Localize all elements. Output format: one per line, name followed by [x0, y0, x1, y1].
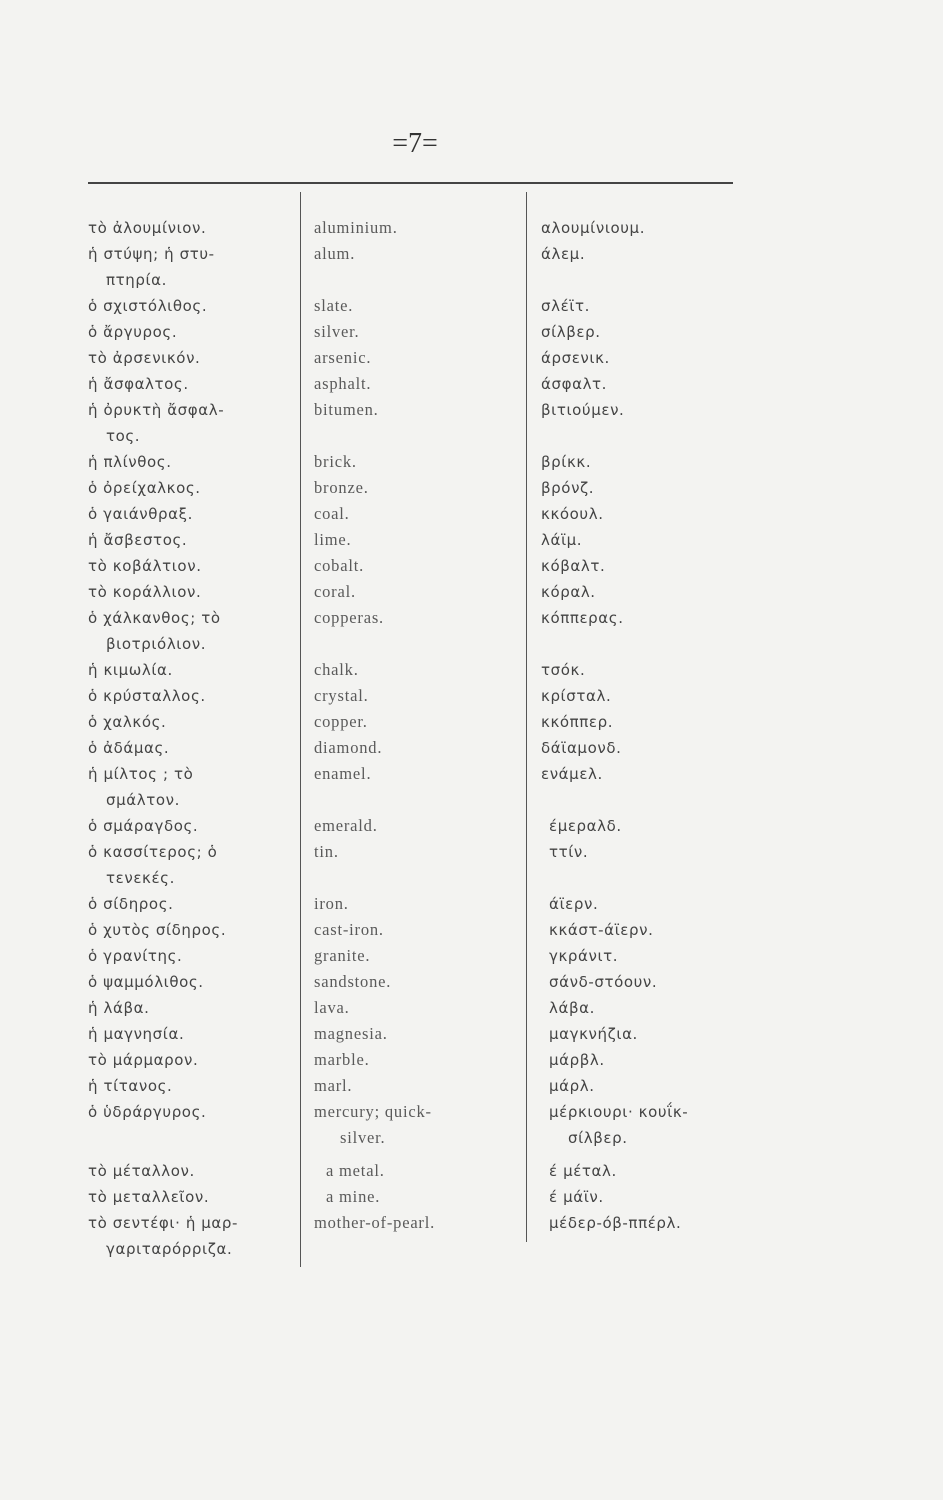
- greek-line: ἡ μίλτος ; τὸ: [88, 765, 194, 783]
- greek-line: ἡ μαγνησία.: [88, 1025, 185, 1043]
- translit-line: κρίσταλ.: [541, 687, 612, 705]
- greek-line: ἡ ἄσφαλτος.: [88, 375, 189, 393]
- greek-line: ἡ λάβα.: [88, 999, 150, 1017]
- greek-line: ὁ σμάραγδος.: [88, 817, 199, 835]
- english-line: enamel.: [314, 764, 372, 783]
- translit-line: σάνδ-στόουν.: [549, 973, 658, 991]
- english-line: chalk.: [314, 660, 359, 679]
- english-line: silver.: [340, 1128, 386, 1147]
- english-line: sandstone.: [314, 972, 392, 991]
- greek-line: ὁ κασσίτερος; ὁ: [88, 843, 218, 861]
- greek-line: ἡ ὀρυκτὴ ἄσφαλ-: [88, 401, 225, 419]
- english-line: iron.: [314, 894, 349, 913]
- greek-line: ὁ σχιστόλιθος.: [88, 297, 208, 315]
- english-line: a mine.: [326, 1187, 381, 1206]
- translit-line: αλουμίνιουμ.: [541, 219, 646, 237]
- greek-line: γαριταρόρριζα.: [106, 1240, 233, 1258]
- translit-line: κόραλ.: [541, 583, 596, 601]
- english-line: marble.: [314, 1050, 370, 1069]
- english-line: silver.: [314, 322, 360, 341]
- translit-line: σίλβερ.: [568, 1129, 628, 1147]
- translit-line: βιτιούμεν.: [541, 401, 625, 419]
- english-line: magnesia.: [314, 1024, 388, 1043]
- translit-line: σίλβερ.: [541, 323, 601, 341]
- greek-line: ὁ γρανίτης.: [88, 947, 183, 965]
- column-divider-right: [526, 192, 527, 1242]
- translit-line: έμεραλδ.: [549, 817, 622, 835]
- translit-line: άσφαλτ.: [541, 375, 608, 393]
- greek-line: ὁ κρύσταλλος.: [88, 687, 206, 705]
- english-line: granite.: [314, 946, 371, 965]
- greek-line: ἡ πλίνθος.: [88, 453, 172, 471]
- translit-line: άρσενικ.: [541, 349, 610, 367]
- header-rule: [88, 182, 733, 184]
- translit-line: μέδερ-όβ-ππέρλ.: [549, 1214, 682, 1232]
- english-line: bronze.: [314, 478, 369, 497]
- greek-line: τὸ ἀρσενικόν.: [88, 349, 201, 367]
- translit-line: άϊερν.: [549, 895, 599, 913]
- greek-line: ἡ στύψη; ἡ στυ-: [88, 245, 215, 263]
- english-line: lava.: [314, 998, 350, 1017]
- translit-line: κόβαλτ.: [541, 557, 606, 575]
- english-line: copperas.: [314, 608, 384, 627]
- english-line: brick.: [314, 452, 357, 471]
- translit-line: μαγκνήζια.: [549, 1025, 638, 1043]
- english-line: coal.: [314, 504, 350, 523]
- translit-line: λάϊμ.: [541, 531, 583, 549]
- english-line: bitumen.: [314, 400, 379, 419]
- english-line: marl.: [314, 1076, 353, 1095]
- translit-line: σλέϊτ.: [541, 297, 590, 315]
- greek-line: τενεκές.: [106, 869, 175, 887]
- translit-line: μέρκιουρι· κουΐκ-: [549, 1103, 689, 1121]
- greek-line: ὁ χάλκανθος; τὸ: [88, 609, 221, 627]
- english-line: copper.: [314, 712, 368, 731]
- greek-line: ὁ ἀδάμας.: [88, 739, 170, 757]
- greek-line: ὁ σίδηρος.: [88, 895, 174, 913]
- english-line: lime.: [314, 530, 352, 549]
- greek-line: τὸ κοράλλιον.: [88, 583, 202, 601]
- greek-line: ὁ ὀρείχαλκος.: [88, 479, 201, 497]
- english-line: emerald.: [314, 816, 378, 835]
- translit-line: κόππερας.: [541, 609, 624, 627]
- greek-line: ὁ χαλκός.: [88, 713, 167, 731]
- greek-line: ἡ τίτανος.: [88, 1077, 173, 1095]
- english-line: cobalt.: [314, 556, 365, 575]
- greek-line: ὁ ἄργυρος.: [88, 323, 178, 341]
- english-line: coral.: [314, 582, 356, 601]
- english-line: tin.: [314, 842, 339, 861]
- english-line: asphalt.: [314, 374, 372, 393]
- translit-line: άλεμ.: [541, 245, 586, 263]
- english-line: alum.: [314, 244, 356, 263]
- greek-line: τὸ μάρμαρον.: [88, 1051, 199, 1069]
- greek-line: τος.: [106, 427, 141, 445]
- greek-line: ἡ ἄσβεστος.: [88, 531, 188, 549]
- english-line: mother-of-pearl.: [314, 1213, 436, 1232]
- translit-line: κκόππερ.: [541, 713, 614, 731]
- greek-line: βιοτριόλιον.: [106, 635, 207, 653]
- greek-line: τὸ σεντέφι· ἡ μαρ-: [88, 1214, 239, 1232]
- greek-line: ὁ χυτὸς σίδηρος.: [88, 921, 227, 939]
- english-line: a metal.: [326, 1161, 385, 1180]
- translit-line: δάϊαμονδ.: [541, 739, 622, 757]
- translit-line: γκράνιτ.: [549, 947, 619, 965]
- translit-line: έ μέταλ.: [549, 1162, 617, 1180]
- page-number: =7=: [392, 128, 438, 159]
- english-line: slate.: [314, 296, 354, 315]
- greek-line: σμάλτον.: [106, 791, 180, 809]
- translit-line: μάρλ.: [549, 1077, 595, 1095]
- greek-line: ὁ ψαμμόλιθος.: [88, 973, 204, 991]
- greek-line: τὸ κοβάλτιον.: [88, 557, 202, 575]
- english-line: arsenic.: [314, 348, 372, 367]
- greek-line: ὁ γαιάνθραξ.: [88, 505, 193, 523]
- greek-line: ὁ ὑδράργυρος.: [88, 1103, 207, 1121]
- english-line: mercury; quick-: [314, 1102, 432, 1121]
- column-divider-left: [300, 192, 301, 1267]
- translit-line: κκόουλ.: [541, 505, 604, 523]
- english-line: crystal.: [314, 686, 369, 705]
- greek-line: τὸ μεταλλεῖον.: [88, 1188, 210, 1206]
- translit-line: μάρβλ.: [549, 1051, 605, 1069]
- greek-line: πτηρία.: [106, 271, 168, 289]
- english-line: aluminium.: [314, 218, 398, 237]
- translit-line: βρόνζ.: [541, 479, 595, 497]
- greek-line: ἡ κιμωλία.: [88, 661, 173, 679]
- translit-line: κκάστ-άϊερν.: [549, 921, 654, 939]
- greek-line: τὸ μέταλλον.: [88, 1162, 195, 1180]
- translit-line: έ μάϊν.: [549, 1188, 604, 1206]
- greek-line: τὸ ἀλουμίνιον.: [88, 219, 207, 237]
- translit-line: τσόκ.: [541, 661, 586, 679]
- translit-line: λάβα.: [549, 999, 595, 1017]
- english-line: cast-iron.: [314, 920, 384, 939]
- translit-line: βρίκκ.: [541, 453, 592, 471]
- translit-line: ττίν.: [549, 843, 589, 861]
- english-line: diamond.: [314, 738, 383, 757]
- translit-line: ενάμελ.: [541, 765, 603, 783]
